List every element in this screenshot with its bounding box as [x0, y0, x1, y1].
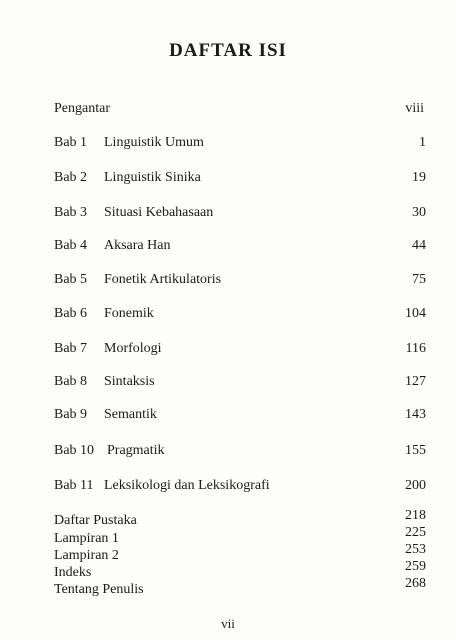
toc-entry-bab-11[interactable]: [0, 476, 456, 496]
chapter-title: Linguistik Umum: [104, 135, 204, 150]
toc-entry-bab-6[interactable]: [0, 304, 456, 324]
back-matter-label-indeks[interactable]: Indeks: [54, 565, 92, 580]
back-matter-label-tentang-penulis[interactable]: Tentang Penulis: [54, 582, 144, 597]
back-matter-page: 225: [405, 525, 426, 540]
chapter-page: 44: [412, 238, 426, 253]
back-matter-label-daftar-pustaka[interactable]: Daftar Pustaka: [54, 513, 137, 528]
chapter-page: 155: [405, 443, 426, 458]
chapter-number: Bab 3: [54, 205, 88, 220]
back-matter-page: 268: [405, 576, 426, 591]
back-matter-page: 218: [405, 508, 426, 523]
chapter-page: 30: [412, 205, 426, 220]
back-matter-page: 259: [405, 559, 426, 574]
chapter-title: Situasi Kebahasaan: [104, 205, 214, 220]
chapter-number: Bab 7: [54, 341, 88, 356]
toc-entry-bab-7[interactable]: [0, 339, 456, 359]
chapter-number: Bab 6: [54, 306, 88, 321]
back-matter-label-lampiran-2[interactable]: Lampiran 2: [54, 548, 119, 563]
chapter-page: 127: [405, 374, 426, 389]
page-number-footer: vii: [221, 616, 235, 631]
chapter-number: Bab 4: [54, 238, 88, 253]
chapter-title: Linguistik Sinika: [104, 170, 201, 185]
chapter-number: Bab 9: [54, 407, 88, 422]
toc-entry-label: Pengantar: [54, 101, 110, 116]
chapter-title: Sintaksis: [104, 374, 155, 389]
chapter-page: 1: [419, 135, 426, 150]
chapter-page: 75: [412, 272, 426, 287]
chapter-title: Fonetik Artikulatoris: [104, 272, 222, 287]
toc-entry-bab-4[interactable]: [0, 236, 456, 256]
toc-entry-bab-5[interactable]: [0, 270, 456, 290]
toc-entry-pengantar[interactable]: [0, 99, 456, 119]
chapter-number: Bab 2: [54, 170, 88, 185]
chapter-title: Aksara Han: [104, 238, 171, 253]
back-matter-page: 253: [405, 542, 426, 557]
page-title: DAFTAR ISI: [169, 40, 287, 61]
chapter-title: Morfologi: [104, 341, 162, 356]
toc-entry-bab-10[interactable]: [0, 441, 456, 461]
chapter-title: Pragmatik: [107, 443, 165, 458]
chapter-number: Bab 8: [54, 374, 88, 389]
chapter-page: 200: [405, 478, 426, 493]
chapter-page: 104: [405, 306, 426, 321]
toc-entry-bab-2[interactable]: [0, 168, 456, 188]
chapter-title: Leksikologi dan Leksikografi: [104, 478, 270, 493]
chapter-page: 143: [405, 407, 426, 422]
toc-entry-bab-3[interactable]: [0, 203, 456, 223]
chapter-number: Bab 10: [54, 443, 95, 458]
chapter-title: Fonemik: [104, 306, 154, 321]
chapter-page: 19: [412, 170, 426, 185]
toc-entry-bab-9[interactable]: [0, 405, 456, 425]
chapter-title: Semantik: [104, 407, 157, 422]
back-matter-label-lampiran-1[interactable]: Lampiran 1: [54, 531, 119, 546]
chapter-number: Bab 5: [54, 272, 88, 287]
toc-entry-bab-1[interactable]: [0, 133, 456, 153]
toc-entry-bab-8[interactable]: [0, 372, 456, 392]
chapter-number: Bab 1: [54, 135, 88, 150]
toc-entry-page: viii: [405, 101, 424, 116]
chapter-number: Bab 11: [54, 478, 94, 493]
chapter-page: 116: [405, 341, 426, 356]
